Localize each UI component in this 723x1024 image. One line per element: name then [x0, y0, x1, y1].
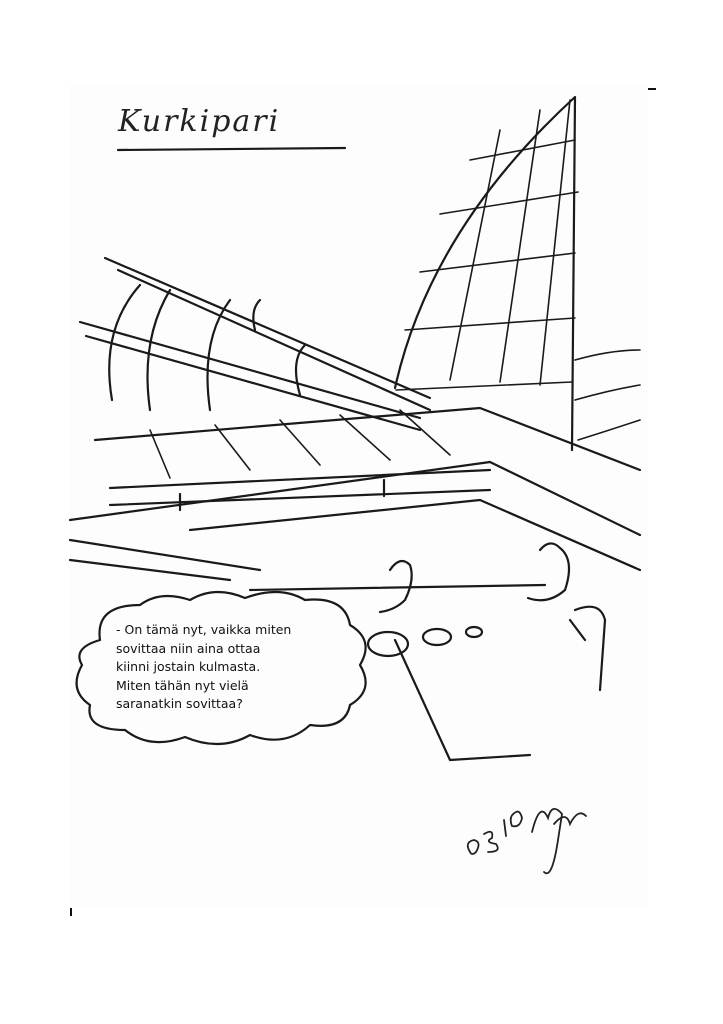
wing-rib: [150, 430, 170, 478]
thought-bubble-small: [423, 629, 451, 645]
thought-line: - On tämä nyt, vaikka miten: [116, 622, 292, 637]
thought-line: saranatkin sovittaa?: [116, 696, 243, 711]
sea-line: [575, 385, 640, 400]
thought-line: sovittaa niin aina ottaa: [116, 640, 261, 656]
thought-text: [116, 621, 356, 714]
scan-mark: [648, 88, 656, 90]
wing-rib: [215, 425, 250, 470]
fin-rib: [470, 140, 575, 160]
drum-shape: [109, 285, 140, 400]
left-arm: [395, 640, 530, 760]
scan-mark: [70, 908, 72, 916]
fin-outline: [395, 97, 575, 450]
wing-front-edge: [70, 462, 640, 535]
handwritten-signature: [462, 780, 592, 890]
drawing-title: Kurkipari: [118, 104, 281, 139]
thought-bubble-small: [466, 627, 482, 637]
table-edge: [190, 500, 640, 570]
title-underline: [118, 148, 345, 150]
wing-rib: [280, 420, 320, 465]
boom-line: [80, 322, 420, 418]
drum-shape: [148, 290, 171, 410]
drum-shape: [208, 300, 231, 410]
thought-bubble-small: [368, 632, 408, 656]
fin-rib: [450, 130, 500, 380]
right-hand: [528, 543, 569, 600]
fin-rib: [405, 318, 575, 330]
sea-line: [578, 420, 640, 440]
fin-rib: [540, 100, 570, 385]
fin-rib: [396, 382, 572, 390]
table-edge: [70, 560, 230, 580]
table-edge: [70, 540, 260, 570]
wing-lower-line: [110, 490, 490, 505]
thought-line: Miten tähän nyt vielä: [116, 677, 249, 693]
thought-line: kiinni jostain kulmasta.: [116, 659, 261, 674]
horizon-line: [575, 350, 640, 360]
wing-rib: [400, 410, 450, 455]
right-sleeve: [570, 620, 585, 640]
wing-rib: [340, 415, 390, 460]
right-arm: [575, 607, 605, 690]
fin-rib: [440, 192, 578, 214]
table-front-line: [250, 585, 545, 590]
